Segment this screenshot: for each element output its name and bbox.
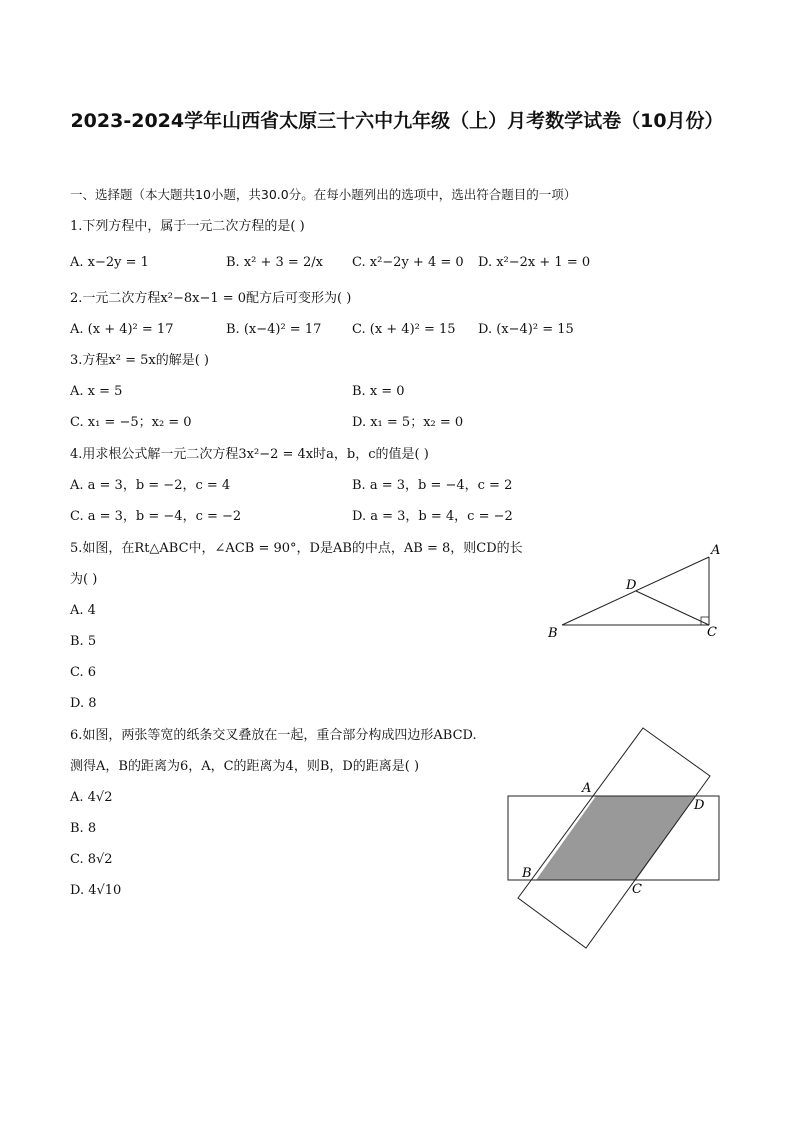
question-6-option-b: B. 8 bbox=[70, 821, 97, 836]
section-heading: 一、选择题（本大题共10小题，共30.0分。在每小题列出的选项中，选出符合题目的一项） bbox=[70, 187, 577, 202]
question-5-option-d: D. 8 bbox=[70, 696, 97, 711]
question-4-option-d: D. a = 3，b = 4，c = −2 bbox=[352, 509, 513, 524]
question-1-option-b: B. x² + 3 = 2/x bbox=[226, 255, 323, 270]
question-3-option-c: C. x₁ = −5；x₂ = 0 bbox=[70, 415, 192, 430]
question-6-paper-strips-figure bbox=[500, 722, 730, 954]
question-2-stem: 2.一元二次方程x²−8x−1 = 0配方后可变形为( ) bbox=[70, 291, 352, 306]
question-6-option-a: A. 4√2 bbox=[70, 790, 113, 805]
question-2-option-a: A. (x + 4)² = 17 bbox=[70, 322, 174, 337]
question-4-option-b: B. a = 3，b = −4，c = 2 bbox=[352, 478, 513, 493]
question-3-option-d: D. x₁ = 5；x₂ = 0 bbox=[352, 415, 464, 430]
figure-6-label-a: A bbox=[582, 781, 592, 796]
question-5-triangle-figure bbox=[540, 538, 740, 648]
question-6-stem-continued: 测得A，B的距离为6，A，C的距离为4，则B，D的距离是( ) bbox=[70, 759, 420, 774]
question-5-option-b: B. 5 bbox=[70, 634, 97, 649]
question-5-option-a: A. 4 bbox=[70, 603, 96, 618]
figure-5-label-d: D bbox=[626, 578, 637, 593]
question-1-option-d: D. x²−2x + 1 = 0 bbox=[478, 255, 591, 270]
question-6-option-d: D. 4√10 bbox=[70, 883, 122, 898]
question-1-stem: 1.下列方程中，属于一元二次方程的是( ) bbox=[70, 219, 305, 234]
figure-6-label-c: C bbox=[632, 882, 642, 897]
question-3-stem: 3.方程x² = 5x的解是( ) bbox=[70, 353, 209, 368]
figure-6-label-d: D bbox=[694, 798, 705, 813]
question-2-option-c: C. (x + 4)² = 15 bbox=[352, 322, 456, 337]
question-5-stem: 5.如图，在Rt△ABC中，∠ACB = 90°，D是AB的中点，AB = 8，则CD的长 bbox=[70, 541, 523, 556]
question-5-option-c: C. 6 bbox=[70, 665, 97, 680]
figure-6-label-b: B bbox=[522, 866, 532, 881]
question-4-option-a: A. a = 3，b = −2，c = 4 bbox=[70, 478, 231, 493]
question-6-stem: 6.如图，两张等宽的纸条交叉叠放在一起，重合部分构成四边形ABCD. bbox=[70, 728, 477, 743]
question-6-option-c: C. 8√2 bbox=[70, 852, 113, 867]
figure-5-label-b: B bbox=[548, 626, 558, 641]
question-1-option-a: A. x−2y = 1 bbox=[70, 255, 149, 270]
question-1-option-c: C. x²−2y + 4 = 0 bbox=[352, 255, 464, 270]
page-title: 2023-2024学年山西省太原三十六中九年级（上）月考数学试卷（10月份） bbox=[70, 110, 724, 132]
question-3-option-b: B. x = 0 bbox=[352, 384, 405, 399]
question-4-option-c: C. a = 3，b = −4，c = −2 bbox=[70, 509, 242, 524]
question-2-option-b: B. (x−4)² = 17 bbox=[226, 322, 322, 337]
figure-5-label-a: A bbox=[711, 543, 721, 558]
question-4-stem: 4.用求根公式解一元二次方程3x²−2 = 4x时a，b，c的值是( ) bbox=[70, 447, 429, 462]
question-5-stem-continued: 为( ) bbox=[70, 572, 98, 587]
question-3-option-a: A. x = 5 bbox=[70, 384, 123, 399]
question-2-option-d: D. (x−4)² = 15 bbox=[478, 322, 574, 337]
figure-5-label-c: C bbox=[707, 625, 717, 640]
